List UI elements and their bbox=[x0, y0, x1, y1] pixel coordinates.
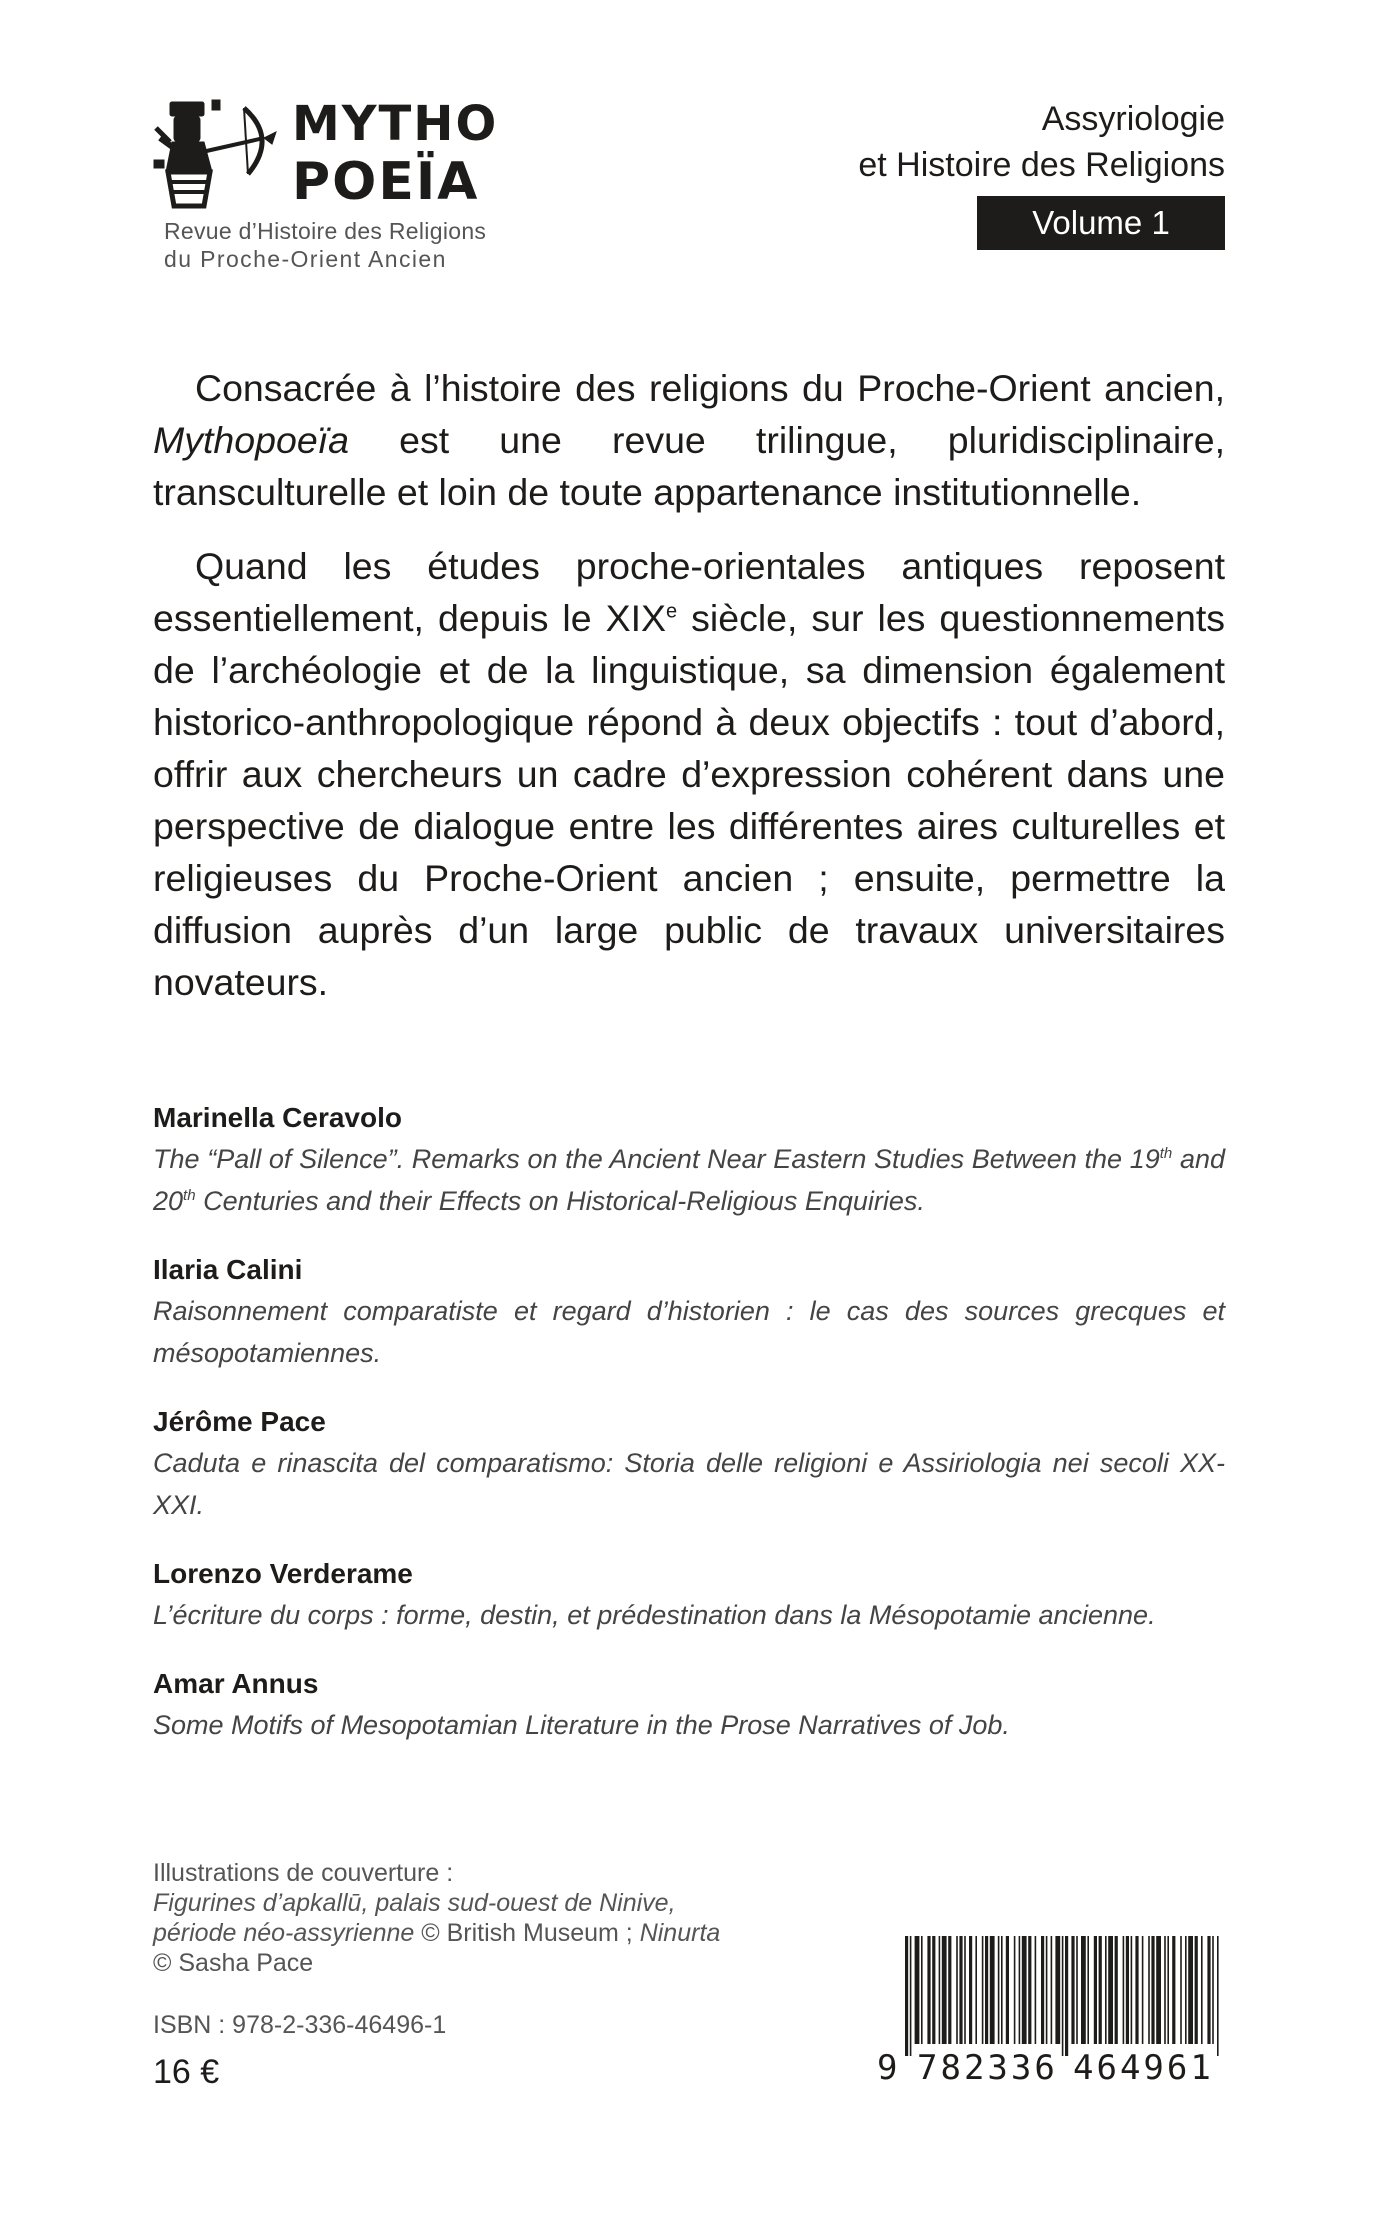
credits-museum: © British Museum ; bbox=[414, 1919, 640, 1947]
barcode-bars-icon bbox=[905, 1936, 1221, 2056]
credits-period: période néo-assyrienne bbox=[153, 1919, 415, 1947]
series-title-line2: et Histoire des Religions bbox=[858, 146, 1225, 184]
entry-author: Jérôme Pace bbox=[153, 1406, 326, 1437]
credits-label: Illustrations de couverture : bbox=[153, 1859, 454, 1887]
barcode-bar bbox=[1014, 1936, 1016, 2044]
price: 16 € bbox=[153, 2053, 220, 2091]
barcode-bar bbox=[1217, 1936, 1219, 2056]
entry-title: Some Motifs of Mesopotamian Literature in the Prose Narratives of Job. bbox=[153, 1710, 1010, 1740]
entry-author: Amar Annus bbox=[153, 1668, 319, 1699]
barcode-bar bbox=[1094, 1936, 1097, 2044]
barcode-bar bbox=[1151, 1936, 1154, 2044]
barcode-bar bbox=[948, 1936, 951, 2044]
barcode-bar bbox=[1028, 1936, 1031, 2044]
barcode-bar bbox=[1081, 1936, 1086, 2044]
p1-end: est une revue trilingue, pluridisciplinaire, transculturelle et loin de toute appartenance institutionnelle. bbox=[153, 419, 1225, 513]
journal-logo bbox=[152, 96, 512, 286]
entry-title-part: The “Pall of Silence”. Remarks on the Ancient Near Eastern Studies Between the 19 bbox=[153, 1144, 1160, 1174]
barcode-bar bbox=[1019, 1936, 1021, 2044]
barcode-bar bbox=[1135, 1936, 1138, 2044]
cover-credits bbox=[153, 1858, 773, 1978]
entry-author: Ilaria Calini bbox=[153, 1254, 303, 1285]
barcode-first-digit: 9 bbox=[877, 2048, 898, 2088]
barcode-bar bbox=[1131, 1936, 1133, 2044]
description-paragraph-1 bbox=[153, 362, 1225, 518]
barcode-bar bbox=[1201, 1936, 1203, 2044]
logo-word-poeia: POEÏA bbox=[292, 152, 480, 212]
barcode-bar bbox=[1001, 1936, 1003, 2044]
contents-entry bbox=[153, 1250, 1225, 1374]
series-info bbox=[858, 96, 1225, 250]
entry-title-part: Centuries and their Effects on Historical-Religious Enquiries. bbox=[195, 1186, 925, 1216]
barcode-bar bbox=[1055, 1936, 1060, 2044]
barcode-bar bbox=[1172, 1936, 1175, 2044]
credits-line4: © Sasha Pace bbox=[153, 1949, 314, 1977]
barcode-bar bbox=[959, 1936, 962, 2044]
barcode-bar bbox=[1115, 1936, 1118, 2044]
barcode-bar bbox=[985, 1936, 988, 2044]
barcode-bar bbox=[1076, 1936, 1078, 2044]
p2-end: siècle, sur les questionnements de l’archéologie et de la linguistique, sa dimension également historico-anthropologique répond à deux objectifs : tout d’abord, offrir aux chercheurs un cadre d’expression cohérent dans une perspective de dialogue entre les différentes aires culturelles et religieuses du Proche-Orient ancien ; ensuite, permettre la diffusion auprès d’un large public de travaux universitaires novateurs. bbox=[153, 597, 1226, 1003]
barcode-bar bbox=[964, 1936, 966, 2044]
credits-ninurta: Ninurta bbox=[639, 1919, 721, 1947]
barcode-bar bbox=[1051, 1936, 1053, 2044]
barcode-bar bbox=[1164, 1936, 1166, 2044]
entry-title bbox=[153, 1138, 1225, 1222]
credits-figurines: Figurines d’apkallū, palais sud-ouest de Ninive, bbox=[153, 1889, 676, 1917]
barcode-bar bbox=[1195, 1936, 1198, 2044]
contents-entry bbox=[153, 1664, 1225, 1746]
p1-start: Consacrée à l’histoire des religions du Proche-Orient ancien, bbox=[195, 367, 1225, 409]
isbn: ISBN : 978-2-336-46496-1 bbox=[153, 2011, 447, 2039]
barcode-bar bbox=[905, 1936, 908, 2056]
barcode-bar bbox=[982, 1936, 984, 2044]
barcode-bar bbox=[1108, 1936, 1113, 2044]
barcode-bar bbox=[975, 1936, 977, 2044]
description bbox=[153, 362, 1225, 1030]
credits-line3 bbox=[153, 1918, 773, 1948]
barcode-bar bbox=[969, 1936, 972, 2044]
barcode-bar bbox=[1188, 1936, 1193, 2044]
header bbox=[152, 96, 1225, 286]
barcode-bar bbox=[998, 1936, 1000, 2044]
barcode bbox=[877, 1930, 1225, 2096]
barcode-bar bbox=[1046, 1936, 1048, 2044]
logo-subtitle-line1: Revue d’Histoire des Religions bbox=[164, 218, 487, 244]
entry-title: Raisonnement comparatiste et regard d’historien : le cas des sources grecques et mésopotamiennes. bbox=[153, 1296, 1225, 1368]
barcode-bar bbox=[1185, 1936, 1187, 2044]
barcode-bar bbox=[1180, 1936, 1182, 2044]
barcode-bar bbox=[990, 1936, 995, 2044]
barcode-bar bbox=[1041, 1936, 1044, 2044]
barcode-bar bbox=[1207, 1936, 1210, 2044]
entry-author: Marinella Ceravolo bbox=[153, 1102, 402, 1133]
barcode-digits-right: 464961 bbox=[1073, 2048, 1214, 2088]
volume-badge: Volume 1 bbox=[977, 196, 1225, 250]
barcode-bar bbox=[921, 1936, 923, 2044]
ordinal-superscript: th bbox=[183, 1187, 196, 1204]
barcode-bar bbox=[1071, 1936, 1074, 2044]
entry-title: Caduta e rinascita del comparatismo: Storia delle religioni e Assiriologia nei secoli XX-XXI. bbox=[153, 1448, 1225, 1520]
entry-author: Lorenzo Verderame bbox=[153, 1558, 413, 1589]
barcode-bar bbox=[1062, 1936, 1064, 2056]
barcode-digits-left: 782336 bbox=[917, 2048, 1058, 2088]
credits-line2 bbox=[153, 1888, 773, 1918]
barcode-bar bbox=[1148, 1936, 1150, 2044]
barcode-bar bbox=[1035, 1936, 1037, 2044]
logo-word-mytho: MYTHO bbox=[292, 96, 499, 152]
barcode-bar bbox=[939, 1936, 941, 2044]
contents-entry bbox=[153, 1554, 1225, 1636]
barcode-bar bbox=[956, 1936, 958, 2044]
barcode-bar bbox=[1123, 1936, 1125, 2044]
barcode-bar bbox=[1212, 1936, 1214, 2044]
entry-title-part: and 20 bbox=[153, 1144, 1225, 1216]
ordinal-superscript: th bbox=[1159, 1145, 1173, 1162]
archer-figure-icon bbox=[152, 98, 292, 212]
barcode-bar bbox=[1156, 1936, 1161, 2044]
barcode-bar bbox=[1105, 1936, 1107, 2044]
barcode-bar bbox=[1126, 1936, 1129, 2044]
barcode-bar bbox=[1167, 1936, 1169, 2044]
barcode-bar bbox=[932, 1936, 935, 2044]
table-of-contents bbox=[153, 1098, 1225, 1774]
barcode-bar bbox=[1006, 1936, 1009, 2044]
barcode-bar bbox=[1099, 1936, 1102, 2044]
barcode-bar bbox=[1087, 1936, 1089, 2044]
barcode-bar bbox=[915, 1936, 920, 2044]
contents-entry bbox=[153, 1098, 1225, 1222]
contents-entry bbox=[153, 1402, 1225, 1526]
entry-title: L’écriture du corps : forme, destin, et prédestination dans la Mésopotamie ancienne. bbox=[153, 1600, 1156, 1630]
barcode-bar bbox=[1065, 1936, 1068, 2056]
barcode-bar bbox=[942, 1936, 947, 2044]
century-superscript: e bbox=[666, 600, 678, 623]
p2-start: Quand les études proche-orientales antiques reposent essentiellement, depuis le XIX bbox=[153, 545, 1225, 639]
barcode-bar bbox=[927, 1936, 930, 2044]
journal-name: Mythopoeïa bbox=[153, 419, 349, 461]
description-paragraph-2 bbox=[153, 540, 1225, 1008]
logo-subtitle-line2: du Proche-Orient Ancien bbox=[164, 246, 447, 272]
barcode-bar bbox=[1022, 1936, 1027, 2044]
series-title-line1: Assyriologie bbox=[1041, 100, 1225, 138]
barcode-bar bbox=[910, 1936, 912, 2056]
barcode-bar bbox=[1142, 1936, 1144, 2044]
